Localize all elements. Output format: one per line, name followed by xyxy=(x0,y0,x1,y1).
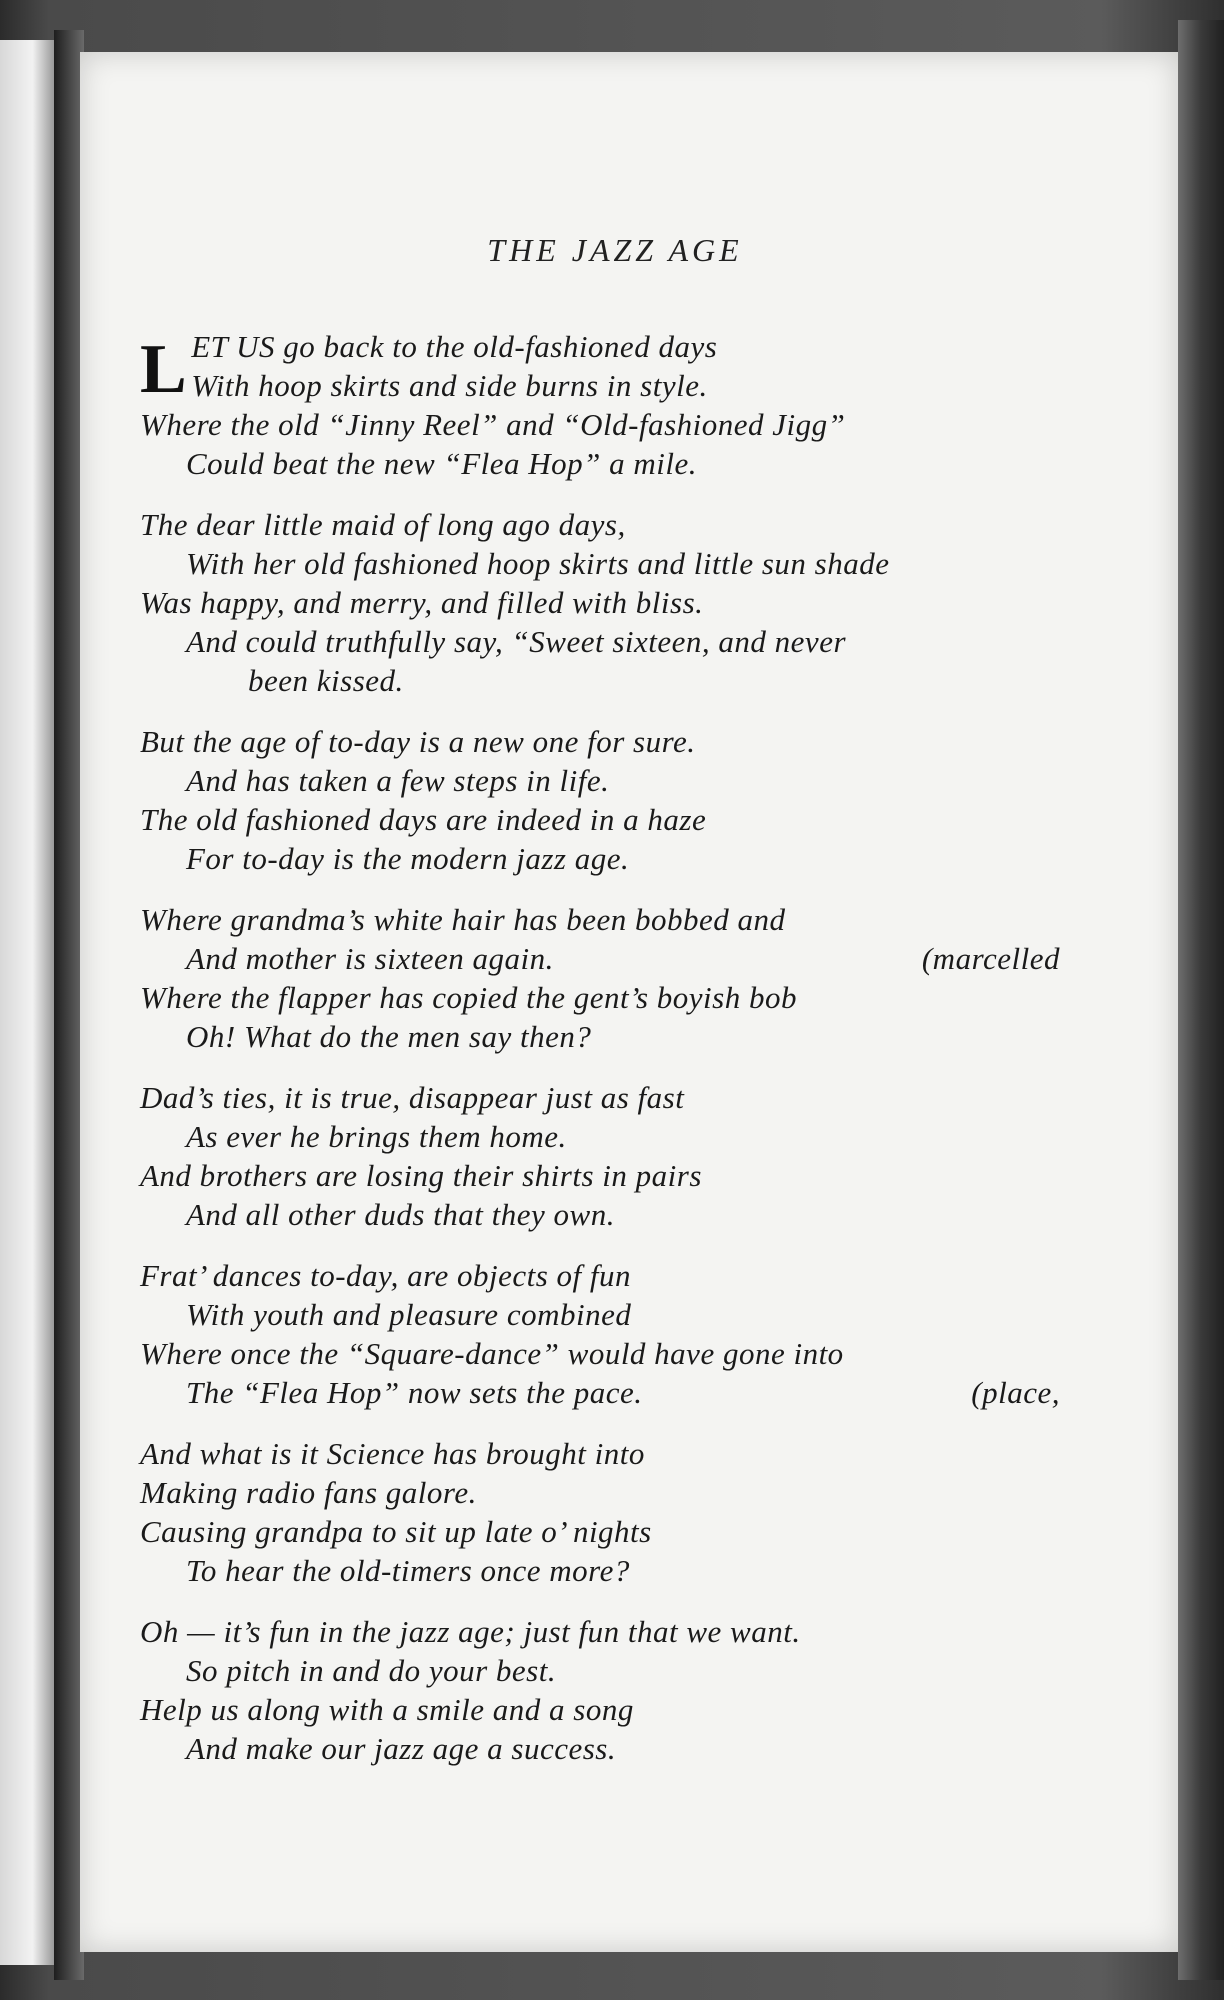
poem-line-text: And what is it Science has brought into xyxy=(140,1436,645,1471)
drop-cap: L xyxy=(140,331,188,408)
poem-line-text: Causing grandpa to sit up late o’ nights xyxy=(140,1514,652,1549)
poem-line xyxy=(140,505,1060,544)
poem-line-text: been kissed. xyxy=(248,663,404,698)
poem-line xyxy=(140,444,1060,483)
poem-line-text: Oh! What do the men say then? xyxy=(186,1019,592,1054)
stanza xyxy=(140,722,1060,878)
stanza xyxy=(140,900,1060,1056)
poem-line xyxy=(140,1512,1060,1551)
poem-line xyxy=(140,1295,1060,1334)
poem-line-text: Where the old “Jinny Reel” and “Old-fashioned Jigg” xyxy=(140,407,846,442)
poem-line-text: Could beat the new “Flea Hop” a mile. xyxy=(186,446,698,481)
poem-line xyxy=(140,1434,1060,1473)
poem-line xyxy=(140,1156,1060,1195)
poem-line-text: With hoop skirts and side burns in style. xyxy=(191,368,708,403)
poem-line xyxy=(140,1334,1060,1373)
poem-line-text: Where grandma’s white hair has been bobbed and xyxy=(140,902,786,937)
poem-line-text: But the age of to-day is a new one for sure. xyxy=(140,724,696,759)
poem-line xyxy=(140,978,1060,1017)
poem-line-text: Where once the “Square-dance” would have gone into xyxy=(140,1336,844,1371)
poem-line-text: As ever he brings them home. xyxy=(186,1119,567,1154)
poem-line xyxy=(140,1256,1060,1295)
margin-note: (marcelled xyxy=(921,941,1060,976)
poem-line-text: The “Flea Hop” now sets the pace. xyxy=(186,1375,643,1410)
margin-note: (place, xyxy=(971,1375,1060,1410)
poem-line-text: So pitch in and do your best. xyxy=(186,1653,557,1688)
stanza xyxy=(140,327,1060,483)
poem-line xyxy=(140,544,1060,583)
poem-line xyxy=(140,761,1060,800)
poem-line xyxy=(140,1651,1060,1690)
poem-line xyxy=(140,800,1060,839)
poem-line-text: Was happy, and merry, and filled with bliss. xyxy=(140,585,704,620)
poem-line-text: The old fashioned days are indeed in a haze xyxy=(140,802,707,837)
poem-line-text: And brothers are losing their shirts in pairs xyxy=(140,1158,702,1193)
poem-line xyxy=(140,366,1060,405)
poem-line xyxy=(140,1473,1060,1512)
poem-line-text: And all other duds that they own. xyxy=(186,1197,615,1232)
poem-line xyxy=(140,939,1060,978)
poem-body xyxy=(140,327,1060,1768)
poem-line-text: To hear the old-timers once more? xyxy=(186,1553,630,1588)
stanza xyxy=(140,1434,1060,1590)
poem-title: THE JAZZ AGE xyxy=(487,232,743,268)
stanza xyxy=(140,1078,1060,1234)
poem-line-text: ET US go back to the old-fashioned days xyxy=(191,329,718,364)
facing-page-edge xyxy=(0,40,54,1965)
poem-line-text: With her old fashioned hoop skirts and little sun shade xyxy=(186,546,890,581)
poem-line xyxy=(140,1195,1060,1234)
poem-line xyxy=(140,1373,1060,1412)
poem-line-text: The dear little maid of long ago days, xyxy=(140,507,626,542)
poem-line-text: For to-day is the modern jazz age. xyxy=(186,841,630,876)
poem-line-text: Help us along with a smile and a song xyxy=(140,1692,634,1727)
poem-line-text: And mother is sixteen again. xyxy=(186,941,554,976)
poem-line-text: And could truthfully say, “Sweet sixteen, and never xyxy=(186,624,847,659)
poem-line xyxy=(140,661,1060,700)
poem-line xyxy=(140,1078,1060,1117)
poem-line xyxy=(140,1612,1060,1651)
poem-line-text: And has taken a few steps in life. xyxy=(186,763,610,798)
poem-line-text: Where the flapper has copied the gent’s boyish bob xyxy=(140,980,797,1015)
poem-line xyxy=(140,622,1060,661)
stanza xyxy=(140,1612,1060,1768)
stanza xyxy=(140,505,1060,700)
poem-line xyxy=(140,1551,1060,1590)
poem-line xyxy=(140,722,1060,761)
poem-line xyxy=(140,1117,1060,1156)
poem-line-text: With youth and pleasure combined xyxy=(186,1297,632,1332)
page-right-edge xyxy=(1178,20,1224,1980)
poem-line xyxy=(140,839,1060,878)
poem-line-text: Making radio fans galore. xyxy=(140,1475,477,1510)
poem-line xyxy=(140,405,1060,444)
stanza xyxy=(140,1256,1060,1412)
poem-line xyxy=(140,1729,1060,1768)
poem-line xyxy=(140,1017,1060,1056)
poem-line xyxy=(140,900,1060,939)
poem-line xyxy=(140,583,1060,622)
poem-line-text: Frat’ dances to-day, are objects of fun xyxy=(140,1258,632,1293)
poem-line-text: Dad’s ties, it is true, disappear just as fast xyxy=(140,1080,685,1115)
poem-line xyxy=(140,1690,1060,1729)
poem-line-text: And make our jazz age a success. xyxy=(186,1731,617,1766)
poem xyxy=(140,232,1060,1790)
poem-line-text: Oh — it’s fun in the jazz age; just fun that we want. xyxy=(140,1614,801,1649)
